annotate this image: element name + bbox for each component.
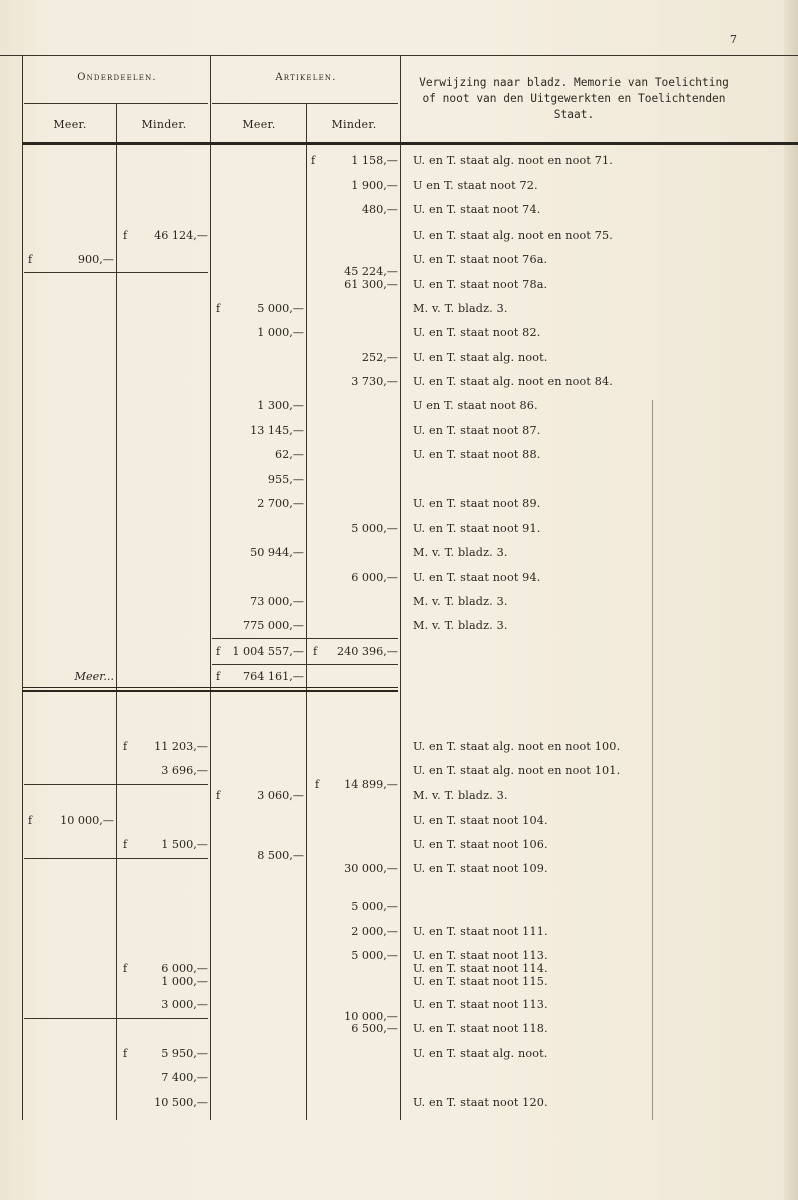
- reference-text: M. v. T. bladz. 3.: [413, 595, 508, 608]
- table-row: [0, 473, 798, 493]
- florin-sign: f: [216, 302, 221, 315]
- table-row: [0, 154, 798, 174]
- art-meer-value: 73 000,—: [250, 595, 304, 608]
- art-meer-value: 1 000,—: [257, 326, 304, 339]
- ond-minder-value: 3 696,—: [161, 764, 208, 777]
- table-row: [0, 424, 798, 444]
- art-minder-value: 6 500,—: [351, 1022, 398, 1035]
- reference-text: U. en T. staat alg. noot.: [413, 351, 548, 364]
- reference-text: U. en T. staat alg. noot en noot 75.: [413, 229, 614, 242]
- reference-text: U. en T. staat noot 118.: [413, 1022, 548, 1035]
- florin-sign: f: [28, 253, 33, 266]
- ond-minder-value: 1 500,—: [161, 838, 208, 851]
- reference-text: U. en T. staat noot 113.: [413, 998, 548, 1011]
- reference-text: M. v. T. bladz. 3.: [413, 546, 508, 559]
- table-row: [0, 595, 798, 615]
- florin-sign: f: [311, 154, 316, 167]
- florin-sign: f: [216, 645, 221, 658]
- table-row: [0, 975, 798, 995]
- art-minder-value: 5 000,—: [351, 949, 398, 962]
- reference-text: U. en T. staat noot 94.: [413, 571, 541, 584]
- art-meer-value: 955,—: [267, 473, 304, 486]
- reference-text: U. en T. staat alg. noot en noot 71.: [413, 154, 614, 167]
- table-row: [0, 278, 798, 298]
- table-row: [0, 925, 798, 945]
- header-sub-rule-ond: [24, 103, 208, 104]
- reference-text: U. en T. staat noot 114.: [413, 962, 548, 975]
- reference-text: U. en T. staat noot 113.: [413, 949, 548, 962]
- header-sub-rule-art: [212, 103, 398, 104]
- table-row: [0, 399, 798, 419]
- reference-text: U en T. staat noot 72.: [413, 179, 538, 192]
- double-rule-bottom: [22, 690, 398, 692]
- florin-sign: f: [216, 670, 221, 683]
- reference-text: U. en T. staat noot 78a.: [413, 278, 548, 291]
- ond-minder-value: 46 124,—: [154, 229, 208, 242]
- art-minder-value: 5 000,—: [351, 900, 398, 913]
- header-onderdeelen: Onderdeelen.: [77, 72, 157, 83]
- double-rule-top: [22, 687, 398, 688]
- ond-minder-value: 3 000,—: [161, 998, 208, 1011]
- table-row: [0, 448, 798, 468]
- art-meer-value: 1 300,—: [257, 399, 304, 412]
- reference-text: U. en T. staat noot 89.: [413, 497, 541, 510]
- art-minder-value: 480,—: [361, 203, 398, 216]
- reference-text: U. en T. staat noot 76a.: [413, 253, 548, 266]
- art-minder-value: 252,—: [361, 351, 398, 364]
- table-row: [0, 740, 798, 760]
- header-top-rule: [0, 55, 798, 56]
- art-meer-total: 1 004 557,—: [232, 645, 304, 658]
- ond-minder-value: 11 203,—: [154, 740, 208, 753]
- reference-text: U. en T. staat alg. noot en noot 101.: [413, 764, 621, 777]
- header-art-meer: Meer.: [242, 118, 276, 131]
- art-minder-value: 14 899,—: [344, 778, 398, 791]
- reference-text: U. en T. staat noot 82.: [413, 326, 541, 339]
- art-minder-value: 6 000,—: [351, 571, 398, 584]
- table-row: [0, 522, 798, 542]
- total-rule: [212, 664, 398, 665]
- art-minder-value: 1 158,—: [351, 154, 398, 167]
- table-row: [0, 1071, 798, 1091]
- art-meer-value: 775 000,—: [242, 619, 304, 632]
- header-ond-meer: Meer.: [53, 118, 87, 131]
- art-meer-value: 62,—: [275, 448, 304, 461]
- ond-minder-value: 10 500,—: [154, 1096, 208, 1109]
- meer-total: 764 161,—: [242, 670, 304, 683]
- reference-text: U. en T. staat noot 88.: [413, 448, 541, 461]
- header-artikelen: Artikelen.: [275, 72, 337, 83]
- reference-text: U. en T. staat noot 111.: [413, 925, 548, 938]
- table-row: [0, 789, 798, 809]
- header-art-minder: Minder.: [331, 118, 377, 131]
- page-number: 7: [730, 33, 737, 46]
- reference-text: U. en T. staat alg. noot en noot 84.: [413, 375, 614, 388]
- art-minder-value: 1 900,—: [351, 179, 398, 192]
- art-minder-value: 61 300,—: [344, 278, 398, 291]
- ond-meer-value: 10 000,—: [60, 814, 114, 827]
- florin-sign: f: [216, 789, 221, 802]
- florin-sign: f: [123, 962, 128, 975]
- art-meer-value: 13 145,—: [250, 424, 304, 437]
- florin-sign: f: [123, 740, 128, 753]
- reference-text: U. en T. staat noot 87.: [413, 424, 541, 437]
- table-row: [0, 900, 798, 920]
- florin-sign: f: [123, 838, 128, 851]
- art-minder-value: 45 224,—: [344, 265, 398, 278]
- table-row: [0, 326, 798, 346]
- table-row: [0, 229, 798, 249]
- reference-text: U. en T. staat noot 74.: [413, 203, 541, 216]
- table-row: [0, 571, 798, 591]
- table-row: [0, 1096, 798, 1116]
- reference-text: U. en T. staat noot 115.: [413, 975, 548, 988]
- reference-text: U en T. staat noot 86.: [413, 399, 538, 412]
- ond-minder-value: 6 000,—: [161, 962, 208, 975]
- table-row: [0, 497, 798, 517]
- art-minder-total: 240 396,—: [336, 645, 398, 658]
- reference-text: U. en T. staat noot 120.: [413, 1096, 548, 1109]
- art-minder-value: 30 000,—: [344, 862, 398, 875]
- header-ond-minder: Minder.: [141, 118, 187, 131]
- art-minder-value: 10 000,—: [344, 1010, 398, 1023]
- table-row: [0, 1022, 798, 1042]
- table-row: [0, 203, 798, 223]
- florin-sign: f: [123, 229, 128, 242]
- header-verwijzing: Verwijzing naar bladz. Memorie van Toelichting of noot van den Uitgewerkten en Toelichtenden Staat.: [419, 76, 729, 121]
- reference-text: U. en T. staat noot 109.: [413, 862, 548, 875]
- reference-text: U. en T. staat alg. noot.: [413, 1047, 548, 1060]
- art-meer-value: 2 700,—: [257, 497, 304, 510]
- table-row: [0, 546, 798, 566]
- art-minder-value: 2 000,—: [351, 925, 398, 938]
- art-minder-value: 5 000,—: [351, 522, 398, 535]
- table-row: [0, 179, 798, 199]
- ond-meer-value: 900,—: [77, 253, 114, 266]
- reference-text: U. en T. staat noot 106.: [413, 838, 548, 851]
- art-meer-value: 5 000,—: [257, 302, 304, 315]
- reference-text: U. en T. staat noot 91.: [413, 522, 541, 535]
- art-meer-value: 8 500,—: [257, 849, 304, 862]
- table-row: [0, 1047, 798, 1067]
- ond-minder-value: 5 950,—: [161, 1047, 208, 1060]
- table-row: [0, 351, 798, 371]
- florin-sign: f: [315, 778, 320, 791]
- art-meer-value: 3 060,—: [257, 789, 304, 802]
- reference-text: M. v. T. bladz. 3.: [413, 619, 508, 632]
- table-row: [0, 814, 798, 834]
- meer-label: Meer...: [74, 670, 114, 683]
- table-row: [0, 862, 798, 882]
- art-minder-value: 3 730,—: [351, 375, 398, 388]
- reference-text: U. en T. staat alg. noot en noot 100.: [413, 740, 621, 753]
- art-meer-value: 50 944,—: [250, 546, 304, 559]
- totals-row: [0, 645, 798, 665]
- ond-minder-value: 1 000,—: [161, 975, 208, 988]
- florin-sign: f: [313, 645, 318, 658]
- table-row: [0, 619, 798, 639]
- reference-text: M. v. T. bladz. 3.: [413, 789, 508, 802]
- reference-text: M. v. T. bladz. 3.: [413, 302, 508, 315]
- table-row: [0, 302, 798, 322]
- ond-minder-value: 7 400,—: [161, 1071, 208, 1084]
- reference-text: U. en T. staat noot 104.: [413, 814, 548, 827]
- florin-sign: f: [28, 814, 33, 827]
- table-row: [0, 375, 798, 395]
- florin-sign: f: [123, 1047, 128, 1060]
- total-rule: [212, 638, 398, 639]
- header-bottom-rule: [22, 142, 798, 145]
